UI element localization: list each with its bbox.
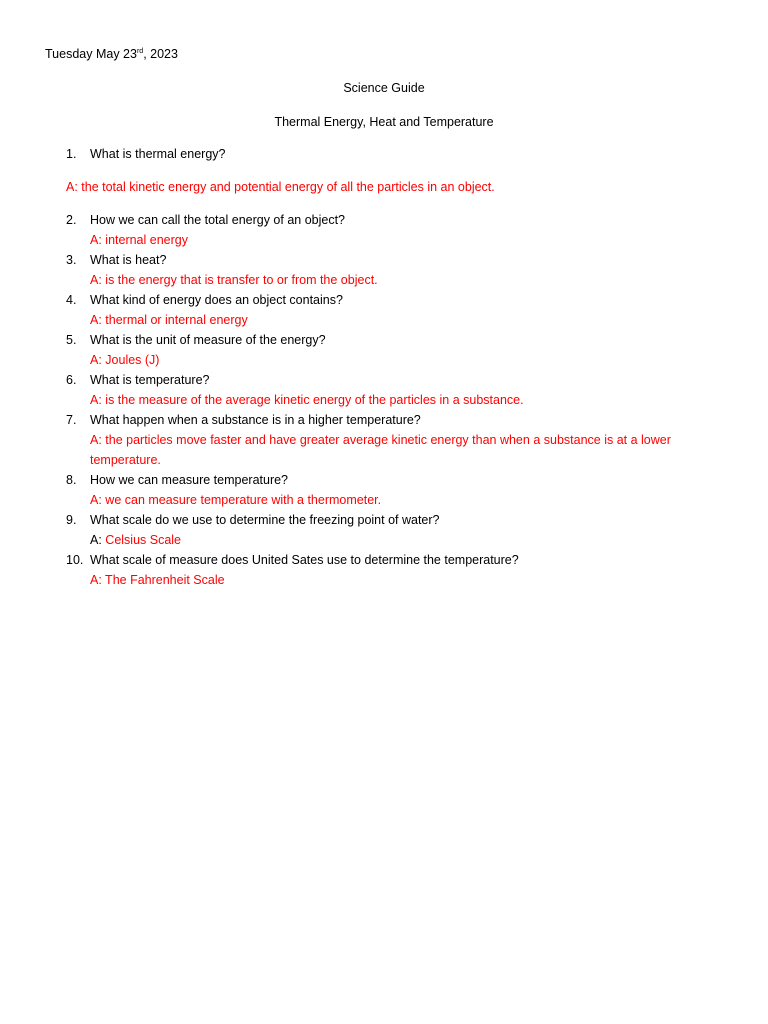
answer-10 [90, 573, 225, 587]
question-text: What kind of energy does an object contains? [90, 293, 343, 307]
question-6 [66, 373, 210, 387]
answer-text: The Fahrenheit Scale [101, 573, 225, 587]
answer-label: A: [90, 573, 102, 587]
question-text: What scale of measure does United Sates use to determine the temperature? [90, 553, 519, 567]
date-year: , 2023 [143, 47, 178, 61]
question-number: 7. [66, 413, 77, 427]
answer-text: the particles move faster and have greater average kinetic energy than when a substance is at a lower [101, 433, 671, 447]
question-7 [66, 413, 421, 427]
question-4 [66, 293, 343, 307]
document-subtitle: Thermal Energy, Heat and Temperature [274, 115, 494, 129]
answer-text: is the energy that is transfer to or from the object. [101, 273, 378, 287]
question-number: 9. [66, 513, 77, 527]
answer-9 [90, 533, 181, 547]
question-text: What is heat? [90, 253, 167, 267]
question-3 [66, 253, 166, 267]
answer-text: Celsius Scale [101, 533, 182, 547]
answer-text: thermal or internal energy [101, 313, 248, 327]
question-number: 2. [66, 213, 77, 227]
question-number: 8. [66, 473, 77, 487]
answer-text-continued: temperature. [90, 453, 161, 467]
date-text: Tuesday May 23 [45, 47, 137, 61]
question-number: 1. [66, 147, 77, 161]
answer-label: A: [66, 180, 78, 194]
answer-label: A: [90, 273, 102, 287]
question-text: How we can measure temperature? [90, 473, 289, 487]
document-date [45, 47, 178, 61]
answer-6 [90, 393, 524, 407]
question-9 [66, 513, 440, 527]
answer-4 [90, 313, 248, 327]
answer-3 [90, 273, 378, 287]
question-number: 10. [66, 553, 84, 567]
question-text: What is temperature? [90, 373, 210, 387]
answer-7-continued [90, 453, 161, 467]
date-superscript: rd [136, 47, 144, 55]
answer-2 [90, 233, 188, 247]
answer-label: A: [90, 313, 102, 327]
answer-8 [90, 493, 381, 507]
question-text: How we can call the total energy of an object? [90, 213, 346, 227]
answer-label: A: [90, 393, 102, 407]
answer-5 [90, 353, 159, 367]
question-number: 5. [66, 333, 77, 347]
answer-text: the total kinetic energy and potential energy of all the particles in an object. [77, 180, 495, 194]
document-title: Science Guide [343, 81, 425, 95]
answer-7 [90, 433, 671, 447]
question-text: What scale do we use to determine the freezing point of water? [90, 513, 440, 527]
question-number: 3. [66, 253, 77, 267]
question-text: What is thermal energy? [90, 147, 226, 161]
question-2 [66, 213, 345, 227]
answer-text: Joules (J) [101, 353, 160, 367]
question-number: 6. [66, 373, 77, 387]
answer-label: A: [90, 493, 102, 507]
answer-label: A: [90, 533, 102, 547]
question-text: What happen when a substance is in a higher temperature? [90, 413, 421, 427]
answer-label: A: [90, 353, 102, 367]
question-10 [66, 553, 519, 567]
question-5 [66, 333, 326, 347]
answer-text: internal energy [101, 233, 188, 247]
answer-1 [66, 180, 495, 194]
answer-label: A: [90, 433, 102, 447]
answer-text: is the measure of the average kinetic energy of the particles in a substance. [101, 393, 524, 407]
question-8 [66, 473, 288, 487]
question-text: What is the unit of measure of the energy? [90, 333, 326, 347]
question-1 [66, 147, 225, 161]
answer-text: we can measure temperature with a thermometer. [101, 493, 382, 507]
answer-label: A: [90, 233, 102, 247]
question-number: 4. [66, 293, 77, 307]
